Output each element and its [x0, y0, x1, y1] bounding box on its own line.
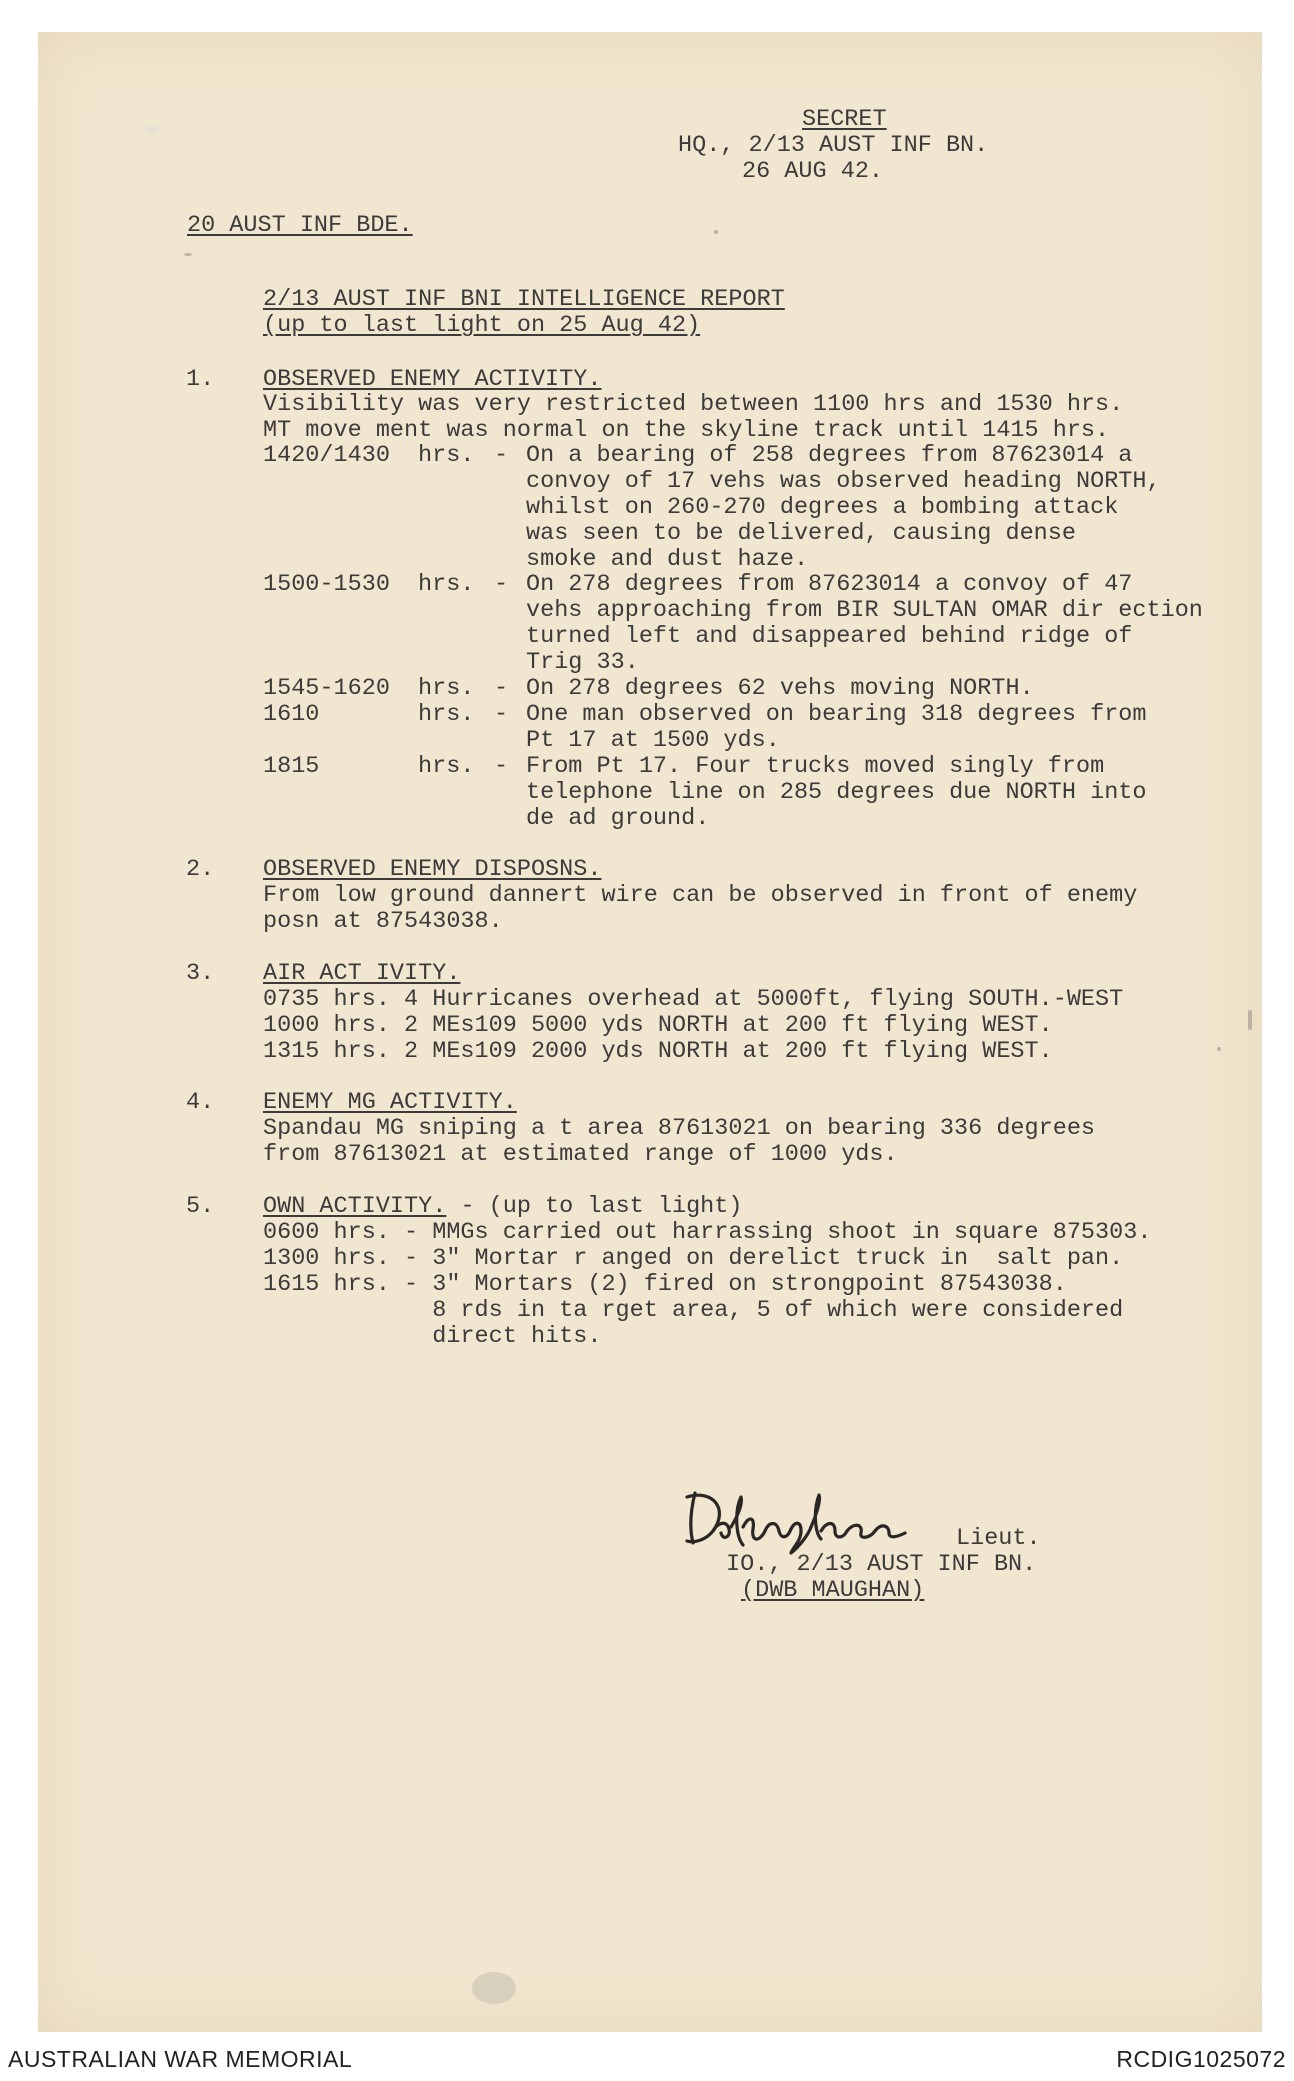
section-heading: OBSERVED ENEMY DISPOSNS. — [263, 856, 602, 883]
section-heading: OWN ACTIVITY. — [263, 1193, 447, 1220]
report-line: Visibility was very restricted between 1100 hrs and 1530 hrs. — [263, 391, 1124, 418]
report-line: From low ground dannert wire can be observed in front of enemy — [263, 882, 1138, 909]
report-title: 2/13 AUST INF BNI INTELLIGENCE REPORT — [263, 286, 785, 313]
entry-time: 1420/1430 — [263, 442, 390, 469]
entry-text: telephone line on 285 degrees due NORTH into — [526, 779, 1147, 806]
entry-text: convoy of 17 vehs was observed heading NORTH, — [526, 468, 1161, 495]
entry-time: 1545-1620 — [263, 675, 390, 702]
paper-blemish — [1217, 1047, 1221, 1051]
document-date: 26 AUG 42. — [742, 158, 884, 185]
entry-time: 1610 — [263, 701, 320, 728]
entry-text: smoke and dust haze. — [526, 546, 809, 573]
report-line: 0735 hrs. 4 Hurricanes overhead at 5000ft, flying SOUTH.-WEST — [263, 986, 1124, 1013]
entry-text: Trig 33. — [526, 649, 639, 676]
entry-dash: - — [494, 442, 509, 469]
signatory-name: (DWB MAUGHAN) — [741, 1577, 925, 1604]
report-line: MT move ment was normal on the skyline track until 1415 hrs. — [263, 417, 1110, 444]
report-line: 1615 hrs. - 3" Mortars (2) fired on strongpoint 87543038. — [263, 1271, 1067, 1298]
report-line: 0600 hrs. - MMGs carried out harrassing shoot in square 875303. — [263, 1219, 1152, 1246]
section-heading: AIR ACT IVITY. — [263, 960, 461, 987]
entry-text: whilst on 260-270 degrees a bombing attack — [526, 494, 1119, 521]
entry-unit: hrs. — [418, 753, 475, 780]
section-number: 3. — [186, 960, 215, 987]
entry-text: On 278 degrees 62 vehs moving NORTH. — [526, 675, 1034, 702]
signatory-rank: Lieut. — [956, 1525, 1041, 1552]
footer-document-id: RCDIG1025072 — [1116, 2046, 1286, 2072]
section-heading: OBSERVED ENEMY ACTIVITY. — [263, 366, 602, 393]
report-line: from 87613021 at estimated range of 1000 yds. — [263, 1141, 898, 1168]
entry-unit: hrs. — [418, 442, 475, 469]
section-heading-line — [263, 1194, 743, 1220]
paper-blemish — [714, 230, 718, 234]
originating-unit: HQ., 2/13 AUST INF BN. — [678, 132, 989, 159]
footer-archive-name: AUSTRALIAN WAR MEMORIAL — [8, 2046, 353, 2072]
entry-text: de ad ground. — [526, 805, 710, 832]
paper-blemish — [1248, 1010, 1252, 1030]
report-line: posn at 87543038. — [263, 908, 503, 935]
entry-text: vehs approaching from BIR SULTAN OMAR dir ection — [526, 597, 1203, 624]
entry-text: was seen to be delivered, causing dense — [526, 520, 1076, 547]
entry-unit: hrs. — [418, 675, 475, 702]
report-line: 8 rds in ta rget area, 5 of which were considered — [263, 1297, 1124, 1324]
paper-blemish — [145, 124, 159, 134]
paper-blemish — [472, 1972, 516, 2004]
addressee: 20 AUST INF BDE. — [187, 212, 413, 239]
entry-text: On 278 degrees from 87623014 a convoy of 47 — [526, 571, 1133, 598]
entry-text: turned left and disappeared behind ridge of — [526, 623, 1133, 650]
classification-marking: SECRET — [802, 106, 887, 133]
entry-dash: - — [494, 675, 509, 702]
report-line: direct hits. — [263, 1323, 602, 1350]
section-heading-suffix: - (up to last light) — [446, 1193, 743, 1220]
entry-time: 1815 — [263, 753, 320, 780]
section-number: 4. — [186, 1089, 215, 1116]
signatory-role: IO., 2/13 AUST INF BN. — [726, 1551, 1037, 1578]
report-line: 1000 hrs. 2 MEs109 5000 yds NORTH at 200 ft flying WEST. — [263, 1012, 1053, 1039]
section-number: 1. — [186, 366, 215, 393]
entry-text: On a bearing of 258 degrees from 87623014 a — [526, 442, 1133, 469]
section-number: 5. — [186, 1193, 215, 1220]
paper-blemish — [184, 253, 192, 256]
report-line: Spandau MG sniping a t area 87613021 on bearing 336 degrees — [263, 1115, 1096, 1142]
entry-text: One man observed on bearing 318 degrees from — [526, 701, 1147, 728]
entry-text: From Pt 17. Four trucks moved singly from — [526, 753, 1105, 780]
entry-dash: - — [494, 571, 509, 598]
entry-unit: hrs. — [418, 701, 475, 728]
entry-text: Pt 17 at 1500 yds. — [526, 727, 780, 754]
entry-time: 1500-1530 — [263, 571, 390, 598]
entry-dash: - — [494, 701, 509, 728]
section-number: 2. — [186, 856, 215, 883]
report-subtitle: (up to last light on 25 Aug 42) — [263, 312, 701, 339]
entry-dash: - — [494, 753, 509, 780]
entry-unit: hrs. — [418, 571, 475, 598]
section-heading: ENEMY MG ACTIVITY. — [263, 1089, 517, 1116]
report-line: 1315 hrs. 2 MEs109 2000 yds NORTH at 200 ft flying WEST. — [263, 1038, 1053, 1065]
report-line: 1300 hrs. - 3" Mortar r anged on derelict truck in salt pan. — [263, 1245, 1124, 1272]
